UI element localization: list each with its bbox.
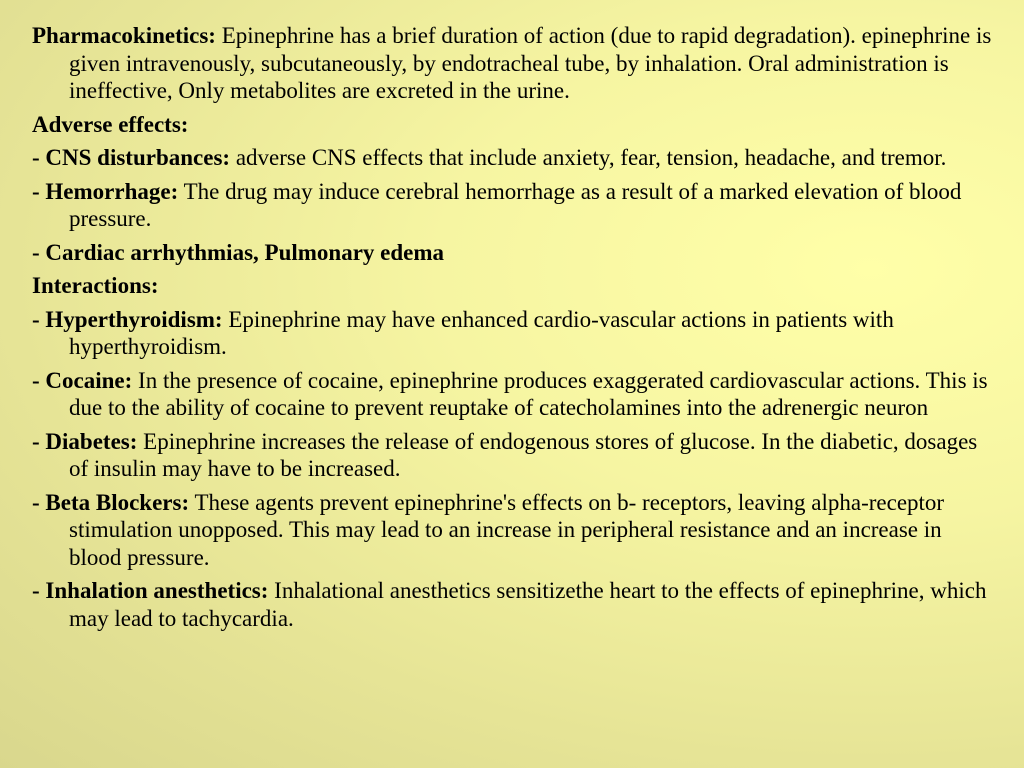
paragraph-beta-blockers <box>32 489 992 572</box>
text-pharmacokinetics: Epinephrine has a brief duration of action (due to rapid degradation). epinephrine is given intravenously, subcutaneously, by endotracheal tube, by inhalation. Oral administration is ineffective, Only metabolites are excreted in the urine. <box>69 23 992 103</box>
heading-beta-blockers: - Beta Blockers: <box>32 489 190 515</box>
heading-cocaine: - Cocaine: <box>32 367 133 393</box>
paragraph-diabetes <box>32 428 992 483</box>
heading-pharmacokinetics: Pharmacokinetics: <box>32 23 216 48</box>
text-beta-blockers: These agents prevent epinephrine's effects on b- receptors, leaving alpha-receptor stimulation unopposed. This may lead to an increase in peripheral resistance and an increase in blood pressure. <box>69 489 945 570</box>
heading-inhalation-anesthetics: - Inhalation anesthetics: <box>32 578 269 603</box>
paragraph-pharmacokinetics <box>32 22 992 105</box>
heading-diabetes: - Diabetes: <box>32 428 138 454</box>
paragraph-interactions <box>32 272 992 300</box>
heading-interactions: Interactions: <box>32 273 159 298</box>
text-diabetes: Epinephrine increases the release of endogenous stores of glucose. In the diabetic, dosages of insulin may have to be increased. <box>69 428 978 481</box>
heading-adverse-effects: Adverse effects: <box>32 111 189 137</box>
heading-hemorrhage: - Hemorrhage: <box>32 178 179 204</box>
paragraph-inhalation-anesthetics <box>32 577 992 632</box>
paragraph-cocaine <box>32 367 992 422</box>
text-inhalation-anesthetics: Inhalational anesthetics sensitizethe heart to the effects of epinephrine, which may lead to tachycardia. <box>69 578 987 631</box>
heading-cardiac-arrhythmias: - Cardiac arrhythmias, Pulmonary edema <box>32 239 445 265</box>
heading-cns-disturbances: - CNS disturbances: <box>32 145 231 170</box>
paragraph-hemorrhage <box>32 178 992 233</box>
paragraph-adverse-effects <box>32 111 992 139</box>
slide-body <box>32 22 992 638</box>
text-hemorrhage: The drug may induce cerebral hemorrhage as a result of a marked elevation of blood pressure. <box>69 178 962 231</box>
text-hyperthyroidism: Epinephrine may have enhanced cardio-vascular actions in patients with hyperthyroidism. <box>69 306 894 359</box>
heading-hyperthyroidism: - Hyperthyroidism: <box>32 306 223 332</box>
paragraph-hyperthyroidism <box>32 306 992 361</box>
text-cns-disturbances: adverse CNS effects that include anxiety, fear, tension, headache, and tremor. <box>230 145 947 170</box>
paragraph-cns-disturbances <box>32 144 992 172</box>
paragraph-cardiac-arrhythmias <box>32 239 992 267</box>
text-cocaine: In the presence of cocaine, epinephrine produces exaggerated cardiovascular actions. This is due to the ability of cocaine to prevent reuptake of catecholamines into the adrenergic neuron <box>69 367 988 420</box>
